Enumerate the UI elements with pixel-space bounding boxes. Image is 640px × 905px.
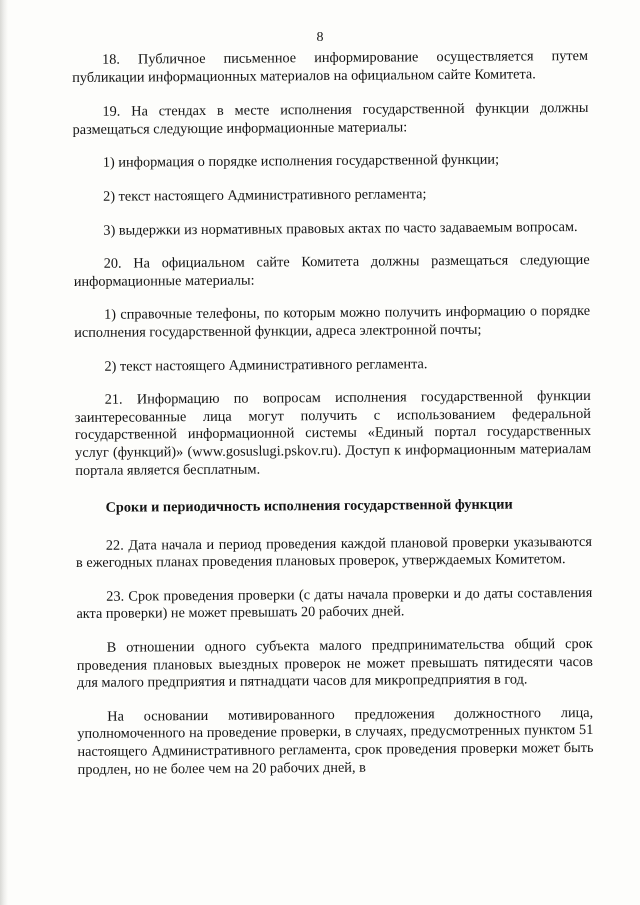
paragraph-18: 18. Публичное письменное информирование осуществляется путем публикации информационных материалов на официальном сайте Комитета. (72, 47, 589, 86)
paragraph-23: 23. Срок проведения проверки (с даты начала проверки и до даты составления акта проверки) не может превышать 20 рабочих дней. (76, 584, 593, 623)
paragraph-20-item-2: 2) текст настоящего Административного регламента. (104, 355, 428, 375)
paragraph-small-business: В отношении одного субъекта малого предпринимательства общий срок проведения плановых выездных проверок не может превышать пятидесяти часов для малого предприятия и пятнадцати часов для микропредприятия в год. (76, 635, 593, 692)
paragraph-22: 22. Дата начала и период проведения каждой плановой проверки указываются в ежегодных планах проведения плановых проверок, утверждаемых Комитетом. (75, 533, 592, 572)
document-body (72, 48, 594, 779)
page-number: 8 (316, 30, 324, 45)
paragraph-19-item-2: 2) текст настоящего Административного регламента; (103, 186, 427, 205)
paragraph-extension: На основании мотивированного предложения должностного лица, уполномоченного на проведение проверки, в случаях, предусмотренных пунктом 51 настоящего Административного регламента, срок проведения проверки может быть продлен, но не более чем на 20 рабочих дней, в (77, 704, 594, 778)
scan-edge-shadow (0, 0, 8, 905)
paragraph-20-item-1: 1) справочные телефоны, по которым можно получить информацию о порядке исполнения государственной функции, адреса электронной почты; (74, 303, 591, 341)
section-heading: Сроки и периодичность исполнения государственной функции (105, 496, 513, 516)
paragraph-19-item-1: 1) информация о порядке исполнения государственной функции; (102, 152, 500, 172)
paragraph-20: 20. На официальном сайте Комитета должны размещаться следующие информационные материалы: (73, 252, 590, 290)
paragraph-19-item-3: 3) выдержки из нормативных правовых актах по часто задаваемым вопросам. (103, 218, 578, 239)
paragraph-21: 21. Информацию по вопросам исполнения государственной функции заинтересованные лица могут получить с использованием федеральной государственной информационной системы «Единый портал государственных услуг (функций)» (www.gosuslugi.pskov.ru). Доступ к информационным материалам портала является бесплатным. (74, 388, 592, 479)
paragraph-19: 19. На стендах в месте исполнения государственной функции должны размещаться следующие информационные материалы: (72, 100, 589, 138)
